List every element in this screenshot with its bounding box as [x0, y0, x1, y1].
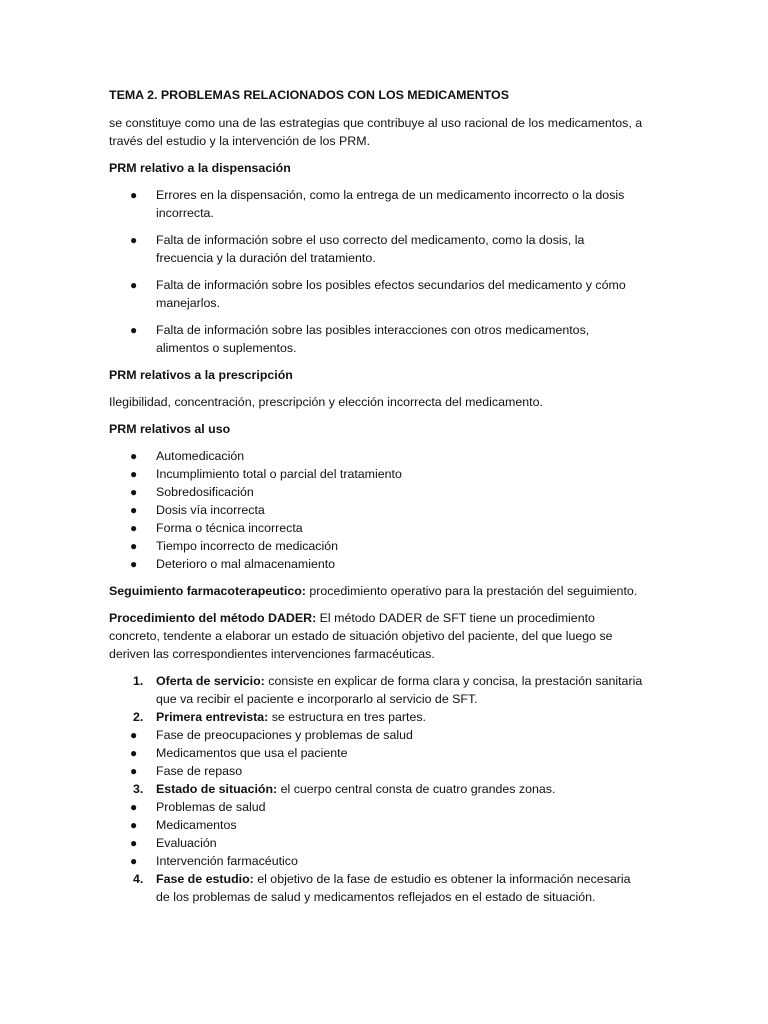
list-item-text: Errores en la dispensación, como la entrega de un medicamento incorrecto o la dosis incorrecta.	[156, 188, 625, 220]
list-item	[109, 465, 644, 483]
step-item	[109, 870, 644, 906]
list-item	[109, 276, 644, 312]
step-item	[109, 852, 644, 870]
seguimiento-paragraph	[109, 582, 644, 600]
prescripcion-paragraph: Ilegibilidad, concentración, prescripción y elección incorrecta del medicamento.	[109, 395, 543, 409]
list-item-text: Falta de información sobre las posibles interacciones con otros medicamentos, alimentos o suplementos.	[156, 323, 590, 355]
step-text: Problemas de salud	[156, 800, 266, 814]
bullet-icon: ●	[130, 728, 138, 742]
step-text: el cuerpo central consta de cuatro grandes zonas.	[277, 782, 556, 796]
step-item	[109, 672, 644, 708]
step-item	[109, 762, 644, 780]
list-item-text: Sobredosificación	[156, 485, 254, 499]
step-text: se estructura en tres partes.	[268, 710, 426, 724]
dader-steps-list	[109, 672, 644, 906]
bullet-icon: ●	[130, 764, 138, 778]
list-item	[109, 519, 644, 537]
heading-prescripcion: PRM relativos a la prescripción	[109, 368, 293, 382]
document-title: TEMA 2. PROBLEMAS RELACIONADOS CON LOS MEDICAMENTOS	[109, 88, 509, 102]
list-item	[109, 555, 644, 573]
step-number: 4.	[133, 872, 144, 886]
step-item	[109, 726, 644, 744]
bullet-icon: ●	[130, 485, 138, 499]
list-item-text: Automedicación	[156, 449, 245, 463]
bullet-icon: ●	[130, 278, 138, 292]
document-page	[109, 86, 644, 906]
list-item	[109, 231, 644, 267]
heading-dispensacion: PRM relativo a la dispensación	[109, 161, 291, 175]
list-item-text: Falta de información sobre el uso correcto del medicamento, como la dosis, la frecuencia y la duración del tratamiento.	[156, 233, 585, 265]
step-text: Medicamentos	[156, 818, 237, 832]
step-text: Evaluación	[156, 836, 217, 850]
dispensacion-list	[109, 186, 644, 357]
bullet-icon: ●	[130, 233, 138, 247]
intro-paragraph: se constituye como una de las estrategias que contribuye al uso racional de los medicamentos, a través del estudio y la intervención de los PRM.	[109, 116, 643, 148]
list-item-text: Forma o técnica incorrecta	[156, 521, 303, 535]
step-label: Primera entrevista:	[156, 710, 269, 724]
list-item-text: Tiempo incorrecto de medicación	[156, 539, 339, 553]
list-item	[109, 321, 644, 357]
bullet-icon: ●	[130, 836, 138, 850]
step-item	[109, 780, 644, 798]
step-item	[109, 708, 644, 726]
bullet-icon: ●	[130, 557, 138, 571]
bullet-icon: ●	[130, 503, 138, 517]
list-item	[109, 447, 644, 465]
bullet-icon: ●	[130, 323, 138, 337]
step-text: el objetivo de la fase de estudio es obtener la información necesaria de los problemas de salud y medicamentos reflejados en el estado de situación.	[156, 872, 631, 904]
step-label: Oferta de servicio:	[156, 674, 265, 688]
step-item	[109, 816, 644, 834]
heading-uso: PRM relativos al uso	[109, 422, 231, 436]
step-item	[109, 834, 644, 852]
dader-paragraph	[109, 609, 644, 663]
bullet-icon: ●	[130, 539, 138, 553]
step-text: Fase de preocupaciones y problemas de salud	[156, 728, 413, 742]
step-number: 2.	[133, 710, 144, 724]
list-item-text: Dosis vía incorrecta	[156, 503, 265, 517]
bullet-icon: ●	[130, 449, 138, 463]
bullet-icon: ●	[130, 818, 138, 832]
bullet-icon: ●	[130, 521, 138, 535]
list-item	[109, 186, 644, 222]
list-item	[109, 501, 644, 519]
dader-text: El método DADER de SFT tiene un procedimiento concreto, tendente a elaborar un estado de situación objetivo del paciente, del que luego se deriven las correspondientes intervenciones farmacéuticas.	[109, 611, 613, 661]
step-number: 3.	[133, 782, 144, 796]
seguimiento-label: Seguimiento farmacoterapeutico:	[109, 584, 306, 598]
list-item-text: Falta de información sobre los posibles efectos secundarios del medicamento y cómo manejarlos.	[156, 278, 626, 310]
list-item-text: Incumplimiento total o parcial del tratamiento	[156, 467, 402, 481]
step-text: Intervención farmacéutico	[156, 854, 298, 868]
step-text: Fase de repaso	[156, 764, 243, 778]
uso-list	[109, 447, 644, 573]
bullet-icon: ●	[130, 800, 138, 814]
list-item	[109, 483, 644, 501]
dader-label: Procedimiento del método DADER:	[109, 611, 317, 625]
step-label: Fase de estudio:	[156, 872, 254, 886]
bullet-icon: ●	[130, 854, 138, 868]
seguimiento-text: procedimiento operativo para la prestación del seguimiento.	[305, 584, 638, 598]
step-text: Medicamentos que usa el paciente	[156, 746, 348, 760]
step-label: Estado de situación:	[156, 782, 278, 796]
list-item-text: Deterioro o mal almacenamiento	[156, 557, 336, 571]
bullet-icon: ●	[130, 746, 138, 760]
step-text: consiste en explicar de forma clara y concisa, la prestación sanitaria que va recibir el paciente e incorporarlo al servicio de SFT.	[156, 674, 643, 706]
step-item	[109, 798, 644, 816]
bullet-icon: ●	[130, 188, 138, 202]
step-item	[109, 744, 644, 762]
bullet-icon: ●	[130, 467, 138, 481]
list-item	[109, 537, 644, 555]
step-number: 1.	[133, 674, 144, 688]
